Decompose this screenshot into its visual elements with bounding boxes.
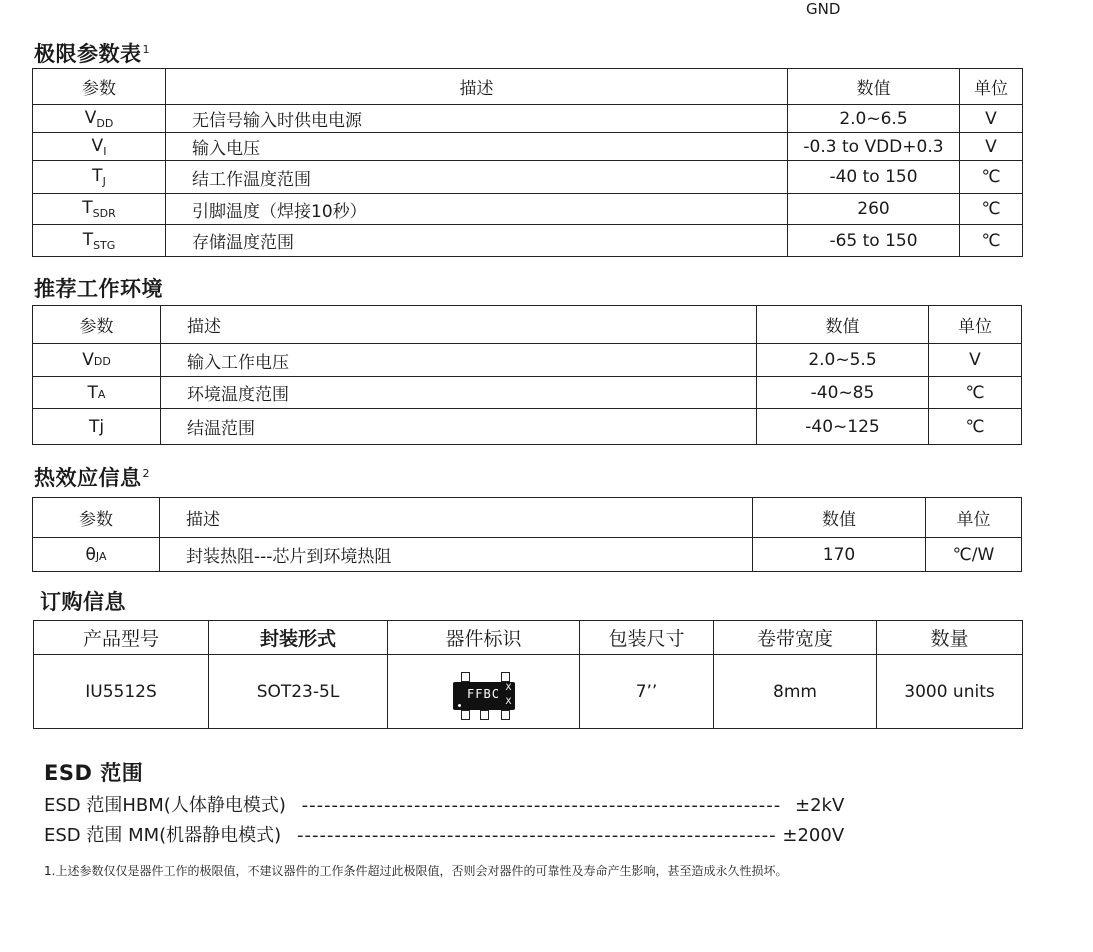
param-symbol: Tj <box>33 409 161 445</box>
param-value: -40~85 <box>757 377 929 409</box>
param-unit: ℃ <box>960 194 1023 225</box>
param-desc: 封装热阻---芯片到环境热阻 <box>160 538 753 572</box>
header-param: 参数 <box>33 498 160 538</box>
order-qty: 3000 units <box>877 655 1023 729</box>
param-desc: 环境温度范围 <box>161 377 757 409</box>
chip-mark-bottom: X <box>505 696 512 707</box>
pin-label-gnd: GND <box>806 0 841 18</box>
param-value: 260 <box>788 194 960 225</box>
esd-line-hbm <box>44 791 844 817</box>
chip-marking-icon <box>451 672 517 712</box>
param-symbol: TA <box>33 377 161 409</box>
header-tape: 卷带宽度 <box>714 621 877 655</box>
thermal-table <box>32 497 1022 572</box>
header-value: 数值 <box>753 498 926 538</box>
order-marking-cell <box>388 655 580 729</box>
param-value: -65 to 150 <box>788 225 960 257</box>
param-symbol: $T_J$ <box>33 161 166 194</box>
param-unit: ℃ <box>929 377 1022 409</box>
esd-leader: ---------------------------------------------------------------- <box>301 795 782 816</box>
param-value: 2.0~5.5 <box>757 344 929 377</box>
header-desc: 描述 <box>160 498 753 538</box>
param-desc: 无信号输入时供电电源 <box>166 105 788 133</box>
header-marking: 器件标识 <box>388 621 580 655</box>
param-unit: ℃/W <box>926 538 1022 572</box>
header-unit: 单位 <box>926 498 1022 538</box>
header-reel: 包装尺寸 <box>580 621 714 655</box>
order-reel: 7’’ <box>580 655 714 729</box>
limits-title: 极限参数表$^1$ <box>34 42 150 66</box>
recommended-table <box>32 305 1022 445</box>
esd-title: ESD 范围 <box>44 761 144 785</box>
header-package: 封装形式 <box>209 621 388 655</box>
table-header-row <box>33 69 1023 105</box>
header-qty: 数量 <box>877 621 1023 655</box>
param-unit: V <box>929 344 1022 377</box>
table-row <box>33 409 1022 445</box>
param-desc: 结工作温度范围 <box>166 161 788 194</box>
param-value: -40~125 <box>757 409 929 445</box>
order-package: SOT23-5L <box>209 655 388 729</box>
footnote: 1.上述参数仅仅是器件工作的极限值，不建议器件的工作条件超过此极限值，否则会对器件的可靠性及寿命产生影响，甚至造成永久性损坏。 <box>44 864 788 878</box>
esd-value: ±200V <box>782 825 845 846</box>
param-symbol: $V_I$ <box>33 133 166 161</box>
header-param: 参数 <box>33 69 166 105</box>
table-row <box>33 225 1023 257</box>
param-symbol: θJA <box>33 538 160 572</box>
ordering-title: 订购信息 <box>40 590 126 614</box>
ordering-table <box>33 620 1023 729</box>
param-unit: ℃ <box>929 409 1022 445</box>
table-row <box>33 194 1023 225</box>
esd-value: ±2kV <box>795 795 845 816</box>
param-unit: ℃ <box>960 161 1023 194</box>
param-desc: 输入电压 <box>166 133 788 161</box>
table-header-row <box>33 498 1022 538</box>
header-unit: 单位 <box>929 306 1022 344</box>
esd-label: ESD 范围 MM(机器静电模式) <box>44 825 282 846</box>
header-unit: 单位 <box>960 69 1023 105</box>
order-model: IU5512S <box>34 655 209 729</box>
param-value: -40 to 150 <box>788 161 960 194</box>
param-desc: 存储温度范围 <box>166 225 788 257</box>
param-unit: V <box>960 133 1023 161</box>
param-desc: 引脚温度（焊接10秒） <box>166 194 788 225</box>
recommended-title: 推荐工作环境 <box>34 277 163 301</box>
param-symbol: $T_{SDR}$ <box>33 194 166 225</box>
header-value: 数值 <box>757 306 929 344</box>
header-value: 数值 <box>788 69 960 105</box>
header-desc: 描述 <box>166 69 788 105</box>
chip-mark-top: X <box>505 682 512 693</box>
header-param: 参数 <box>33 306 161 344</box>
table-row <box>33 377 1022 409</box>
param-symbol: $T_{STG}$ <box>33 225 166 257</box>
thermal-title: 热效应信息$^2$ <box>34 466 150 490</box>
table-row <box>33 105 1023 133</box>
param-unit: V <box>960 105 1023 133</box>
param-symbol: $V_{DD}$ <box>33 105 166 133</box>
esd-leader: ---------------------------------------------------------------- <box>296 825 777 846</box>
header-desc: 描述 <box>161 306 757 344</box>
param-unit: ℃ <box>960 225 1023 257</box>
table-header-row <box>34 621 1023 655</box>
param-value: 2.0~6.5 <box>788 105 960 133</box>
table-row <box>34 655 1023 729</box>
chip-marking-text: FFBC <box>467 686 500 701</box>
limits-table <box>32 68 1023 257</box>
esd-label: ESD 范围HBM(人体静电模式) <box>44 795 286 816</box>
param-desc: 结温范围 <box>161 409 757 445</box>
param-value: 170 <box>753 538 926 572</box>
table-row <box>33 161 1023 194</box>
table-header-row <box>33 306 1022 344</box>
order-tape: 8mm <box>714 655 877 729</box>
header-model: 产品型号 <box>34 621 209 655</box>
esd-line-mm <box>44 821 844 847</box>
table-row <box>33 344 1022 377</box>
param-symbol: VDD <box>33 344 161 377</box>
table-row <box>33 133 1023 161</box>
table-row <box>33 538 1022 572</box>
param-value: -0.3 to VDD+0.3 <box>788 133 960 161</box>
param-desc: 输入工作电压 <box>161 344 757 377</box>
